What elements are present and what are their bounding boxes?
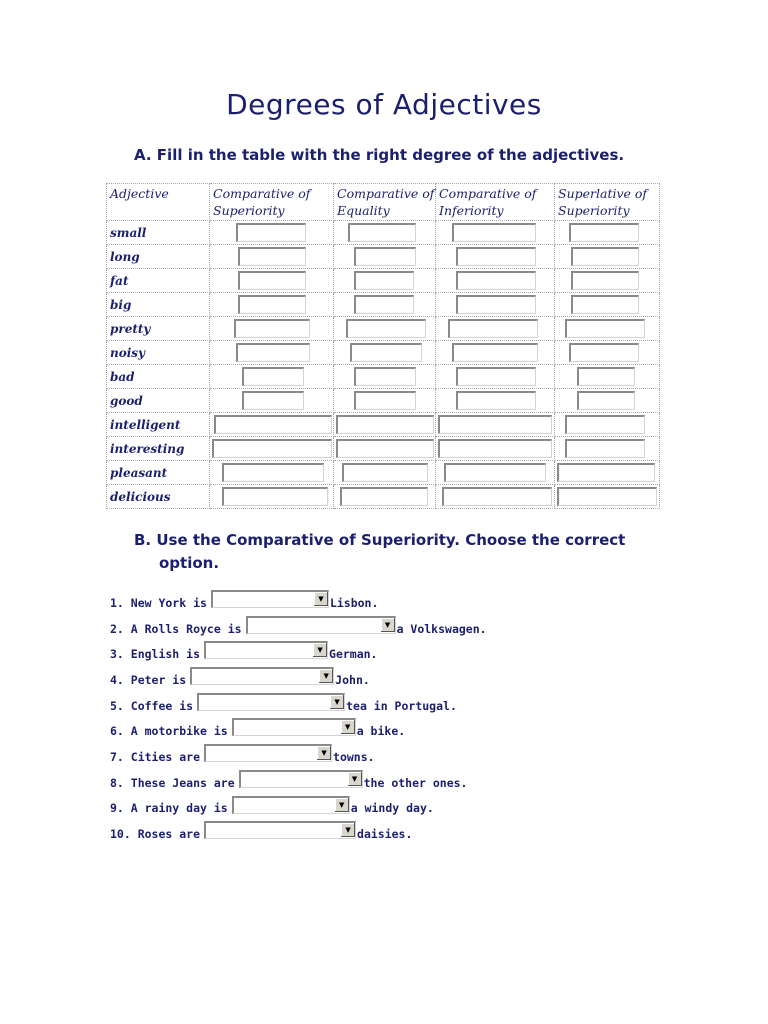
answer-input-noisy-comp-equality[interactable] xyxy=(350,343,422,362)
answer-input-bad-comp-equality[interactable] xyxy=(354,367,416,386)
chevron-down-icon[interactable]: ▼ xyxy=(316,746,331,760)
chevron-down-icon[interactable]: ▼ xyxy=(380,618,395,632)
answer-input-big-comp-equality[interactable] xyxy=(354,295,414,314)
answer-input-delicious-comp-equality[interactable] xyxy=(340,487,428,506)
section-b-line-2: option. xyxy=(159,554,220,572)
question-prefix: 4. Peter is xyxy=(110,672,187,687)
answer-dropdown-6[interactable] xyxy=(232,718,356,736)
question-4 xyxy=(110,667,487,693)
answer-input-bad-superlative[interactable] xyxy=(577,367,635,386)
header-comparative-inferiority: Comparative of Inferiority xyxy=(436,184,555,221)
chevron-down-icon[interactable]: ▼ xyxy=(334,798,349,812)
header-superlative-superiority: Superlative of Superiority xyxy=(555,184,660,221)
question-prefix: 9. A rainy day is xyxy=(110,801,228,816)
answer-dropdown-10[interactable] xyxy=(204,821,356,839)
question-suffix: German. xyxy=(329,647,378,662)
answer-input-small-comp-superiority[interactable] xyxy=(236,223,306,242)
answer-input-delicious-superlative[interactable] xyxy=(557,487,657,506)
table-row xyxy=(107,485,660,509)
adjective-intelligent: intelligent xyxy=(107,413,210,437)
answer-input-good-comp-superiority[interactable] xyxy=(242,391,304,410)
question-6 xyxy=(110,718,487,744)
table-row xyxy=(107,461,660,485)
chevron-down-icon[interactable]: ▼ xyxy=(340,720,355,734)
question-prefix: 6. A motorbike is xyxy=(110,724,228,739)
answer-input-pretty-comp-superiority[interactable] xyxy=(234,319,310,338)
adjective-fat: fat xyxy=(107,269,210,293)
question-suffix: a windy day. xyxy=(350,801,434,816)
answer-input-long-superlative[interactable] xyxy=(571,247,639,266)
answer-input-interesting-comp-inferiority[interactable] xyxy=(438,439,552,458)
question-prefix: 7. Cities are xyxy=(110,749,201,764)
section-b-instruction xyxy=(134,529,654,575)
question-prefix: 3. English is xyxy=(110,647,201,662)
adjective-interesting: interesting xyxy=(107,437,210,461)
question-list xyxy=(110,590,487,847)
answer-input-noisy-comp-inferiority[interactable] xyxy=(452,343,538,362)
answer-input-noisy-superlative[interactable] xyxy=(569,343,639,362)
adjective-pleasant: pleasant xyxy=(107,461,210,485)
header-comparative-superiority: Comparative of Superiority xyxy=(210,184,334,221)
chevron-down-icon[interactable]: ▼ xyxy=(313,592,328,606)
answer-input-pretty-comp-inferiority[interactable] xyxy=(448,319,538,338)
question-prefix: 5. Coffee is xyxy=(110,698,194,713)
answer-dropdown-5[interactable] xyxy=(197,693,345,711)
chevron-down-icon[interactable]: ▼ xyxy=(318,669,333,683)
adjective-big: big xyxy=(107,293,210,317)
question-suffix: daisies. xyxy=(357,827,413,842)
answer-input-pleasant-superlative[interactable] xyxy=(557,463,655,482)
answer-input-pleasant-comp-inferiority[interactable] xyxy=(444,463,546,482)
answer-input-intelligent-superlative[interactable] xyxy=(565,415,645,434)
question-7 xyxy=(110,744,487,770)
answer-input-bad-comp-superiority[interactable] xyxy=(242,367,304,386)
adjective-small: small xyxy=(107,221,210,245)
question-9 xyxy=(110,796,487,822)
table-row xyxy=(107,221,660,245)
header-comparative-equality: Comparative of Equality xyxy=(334,184,436,221)
answer-dropdown-8[interactable] xyxy=(239,770,363,788)
question-prefix: 2. A Rolls Royce is xyxy=(110,621,242,636)
answer-input-fat-comp-equality[interactable] xyxy=(354,271,414,290)
chevron-down-icon[interactable]: ▼ xyxy=(312,643,327,657)
answer-input-intelligent-comp-inferiority[interactable] xyxy=(438,415,552,434)
answer-input-pretty-superlative[interactable] xyxy=(565,319,645,338)
answer-input-good-comp-inferiority[interactable] xyxy=(456,391,536,410)
question-suffix: towns. xyxy=(333,749,375,764)
table-row xyxy=(107,341,660,365)
question-suffix: Lisbon. xyxy=(329,595,379,610)
answer-input-fat-superlative[interactable] xyxy=(571,271,639,290)
question-3 xyxy=(110,641,487,667)
section-a-instruction: A. Fill in the table with the right degree of the adjectives. xyxy=(134,146,625,164)
section-b-line-1: B. Use the Comparative of Superiority. Choose the correct xyxy=(134,531,626,549)
answer-input-interesting-comp-superiority[interactable] xyxy=(212,439,332,458)
answer-input-fat-comp-superiority[interactable] xyxy=(238,271,306,290)
question-prefix: 1. New York is xyxy=(110,595,207,610)
adjective-delicious: delicious xyxy=(107,485,210,509)
table-row xyxy=(107,437,660,461)
table-row xyxy=(107,389,660,413)
answer-dropdown-7[interactable] xyxy=(204,744,332,762)
answer-dropdown-9[interactable] xyxy=(232,796,350,814)
answer-input-good-superlative[interactable] xyxy=(577,391,635,410)
answer-input-delicious-comp-inferiority[interactable] xyxy=(442,487,552,506)
question-suffix: a Volkswagen. xyxy=(396,621,487,636)
question-suffix: the other ones. xyxy=(363,775,468,790)
question-5 xyxy=(110,693,487,719)
page-title: Degrees of Adjectives xyxy=(226,88,542,121)
answer-input-long-comp-equality[interactable] xyxy=(354,247,416,266)
table-row xyxy=(107,245,660,269)
answer-input-interesting-comp-equality[interactable] xyxy=(336,439,434,458)
adjective-long: long xyxy=(107,245,210,269)
table-row xyxy=(107,317,660,341)
answer-input-fat-comp-inferiority[interactable] xyxy=(456,271,536,290)
question-2 xyxy=(110,616,487,642)
question-suffix: tea in Portugal. xyxy=(346,698,457,713)
table-header-row xyxy=(107,184,660,221)
answer-input-intelligent-comp-superiority[interactable] xyxy=(214,415,332,434)
chevron-down-icon[interactable]: ▼ xyxy=(329,695,344,709)
answer-input-big-superlative[interactable] xyxy=(571,295,639,314)
table-row xyxy=(107,293,660,317)
answer-input-intelligent-comp-equality[interactable] xyxy=(336,415,434,434)
question-8 xyxy=(110,770,487,796)
answer-input-small-comp-equality[interactable] xyxy=(348,223,416,242)
answer-dropdown-2[interactable] xyxy=(246,616,396,634)
answer-dropdown-4[interactable] xyxy=(190,667,334,685)
adjective-noisy: noisy xyxy=(107,341,210,365)
question-prefix: 8. These Jeans are xyxy=(110,775,235,790)
table-row xyxy=(107,413,660,437)
question-suffix: a bike. xyxy=(356,724,406,739)
adjective-good: good xyxy=(107,389,210,413)
adjective-table xyxy=(106,183,660,509)
question-1 xyxy=(110,590,487,616)
answer-input-big-comp-superiority[interactable] xyxy=(238,295,306,314)
adjective-pretty: pretty xyxy=(107,317,210,341)
chevron-down-icon[interactable]: ▼ xyxy=(340,823,355,837)
answer-input-pretty-comp-equality[interactable] xyxy=(346,319,426,338)
answer-input-delicious-comp-superiority[interactable] xyxy=(222,487,328,506)
answer-input-noisy-comp-superiority[interactable] xyxy=(236,343,310,362)
adjective-bad: bad xyxy=(107,365,210,389)
answer-dropdown-3[interactable] xyxy=(204,641,328,659)
question-prefix: 10. Roses are xyxy=(110,827,201,842)
answer-input-bad-comp-inferiority[interactable] xyxy=(456,367,536,386)
answer-input-pleasant-comp-equality[interactable] xyxy=(342,463,428,482)
answer-dropdown-1[interactable] xyxy=(211,590,329,608)
table-row xyxy=(107,269,660,293)
answer-input-long-comp-superiority[interactable] xyxy=(238,247,306,266)
answer-input-pleasant-comp-superiority[interactable] xyxy=(222,463,324,482)
table-row xyxy=(107,365,660,389)
question-10 xyxy=(110,821,487,847)
answer-input-big-comp-inferiority[interactable] xyxy=(456,295,536,314)
answer-input-good-comp-equality[interactable] xyxy=(354,391,416,410)
chevron-down-icon[interactable]: ▼ xyxy=(347,772,362,786)
header-adjective: Adjective xyxy=(107,184,210,221)
answer-input-interesting-superlative[interactable] xyxy=(565,439,645,458)
question-suffix: John. xyxy=(335,672,370,687)
answer-input-long-comp-inferiority[interactable] xyxy=(456,247,536,266)
answer-input-small-comp-inferiority[interactable] xyxy=(452,223,536,242)
answer-input-small-superlative[interactable] xyxy=(569,223,639,242)
